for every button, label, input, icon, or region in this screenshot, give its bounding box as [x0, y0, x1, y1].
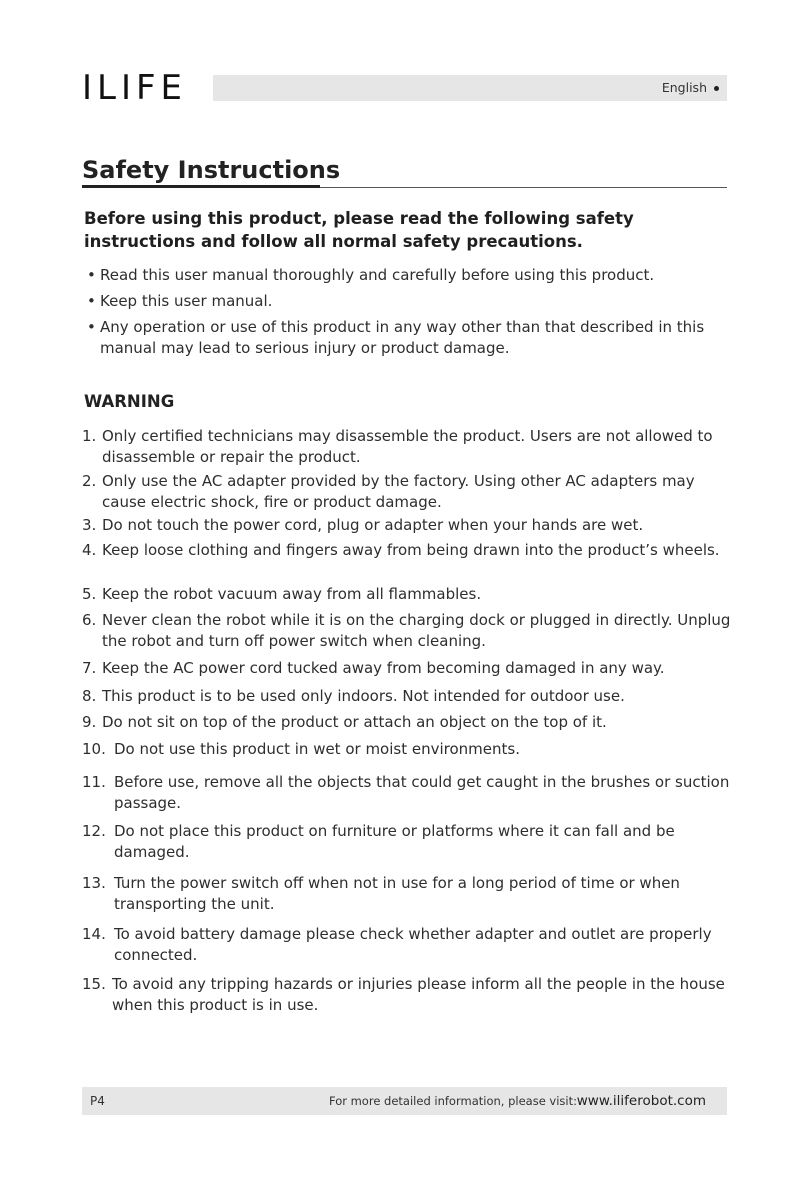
list-item: [82, 873, 732, 914]
item-number: 9.: [82, 713, 97, 731]
page-title: Safety Instructions: [82, 156, 341, 184]
list-item: [82, 686, 732, 707]
item-number: 11.: [82, 773, 106, 791]
header-bar: [213, 75, 727, 101]
list-item: [82, 426, 732, 467]
item-text: Do not place this product on furniture or platforms where it can fall and be damaged.: [114, 822, 675, 861]
list-item: [82, 712, 732, 733]
bullet-text: Read this user manual thoroughly and carefully before using this product.: [100, 266, 655, 284]
bullet-icon: •: [87, 292, 96, 310]
bullet-icon: •: [87, 318, 96, 336]
language-indicator: [662, 75, 719, 101]
list-item: [82, 515, 732, 536]
item-text: Only use the AC adapter provided by the factory. Using other AC adapters may cause electric shock, fire or product damage.: [102, 472, 695, 511]
list-item: [82, 610, 732, 651]
item-text: Do not touch the power cord, plug or adapter when your hands are wet.: [102, 516, 644, 534]
item-text: Never clean the robot while it is on the charging dock or plugged in directly. Unplug the robot and turn off power switch when cleaning.: [102, 611, 731, 650]
item-text: To avoid battery damage please check whether adapter and outlet are properly connected.: [114, 925, 712, 964]
item-number: 2.: [82, 472, 97, 490]
item-text: Keep loose clothing and fingers away from being drawn into the product’s wheels.: [102, 541, 720, 559]
list-item: [82, 584, 732, 605]
warning-heading: WARNING: [84, 392, 175, 411]
list-item: [82, 739, 732, 760]
list-item: [82, 974, 732, 1015]
item-number: 14.: [82, 925, 106, 943]
item-text: Keep the robot vacuum away from all flammables.: [102, 585, 482, 603]
precaution-list: [87, 265, 727, 364]
item-text: Do not sit on top of the product or attach an object on the top of it.: [102, 713, 607, 731]
item-number: 10.: [82, 740, 106, 758]
title-underline: [82, 185, 320, 188]
item-number: 7.: [82, 659, 97, 677]
item-text: Keep the AC power cord tucked away from becoming damaged in any way.: [102, 659, 665, 677]
bullet-text: Keep this user manual.: [100, 292, 273, 310]
website-link[interactable]: www.iliferobot.com: [576, 1093, 706, 1109]
item-text: Before use, remove all the objects that could get caught in the brushes or suction passage.: [114, 773, 730, 812]
item-number: 8.: [82, 687, 97, 705]
list-item: [82, 471, 732, 512]
item-text: Only certified technicians may disassemble the product. Users are not allowed to disassemble or repair the product.: [102, 427, 713, 466]
list-item: [87, 291, 727, 312]
item-text: This product is to be used only indoors. Not intended for outdoor use.: [102, 687, 625, 705]
item-text: Turn the power switch off when not in use for a long period of time or when transporting the unit.: [114, 874, 680, 913]
intro-paragraph: Before using this product, please read the following safety instructions and follow all normal safety precautions.: [84, 209, 634, 251]
footer-bar: [82, 1087, 727, 1115]
bullet-icon: •: [87, 266, 96, 284]
footer-info-text: For more detailed information, please visit:: [328, 1094, 577, 1108]
list-item: [82, 772, 732, 813]
item-number: 6.: [82, 611, 97, 629]
list-item: [82, 540, 732, 561]
item-number: 13.: [82, 874, 106, 892]
language-label: English: [661, 80, 707, 95]
list-item: [82, 924, 732, 965]
language-dot-icon: [714, 86, 719, 91]
item-number: 4.: [82, 541, 97, 559]
list-item: [87, 265, 727, 286]
item-number: 12.: [82, 822, 106, 840]
page-number: P4: [90, 1094, 105, 1108]
list-item: [82, 821, 732, 862]
brand-logo: ILIFE: [82, 68, 188, 108]
item-number: 1.: [82, 427, 97, 445]
item-number: 3.: [82, 516, 97, 534]
item-text: To avoid any tripping hazards or injuries please inform all the people in the house when this product is in use.: [112, 975, 725, 1014]
list-item: [87, 317, 727, 359]
list-item: [82, 658, 732, 679]
item-text: Do not use this product in wet or moist environments.: [114, 740, 520, 758]
bullet-text: Any operation or use of this product in any way other than that described in this manual may lead to serious injury or product damage.: [100, 318, 705, 357]
item-number: 15.: [82, 975, 106, 993]
item-number: 5.: [82, 585, 97, 603]
